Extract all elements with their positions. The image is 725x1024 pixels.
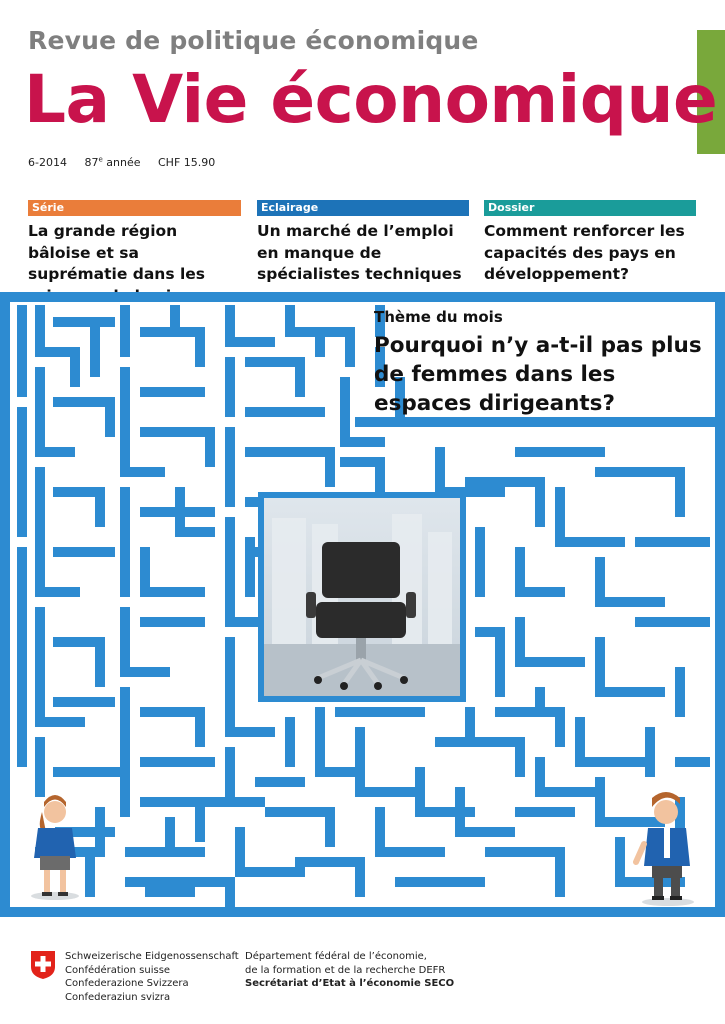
section-tag: Série [28, 200, 241, 216]
magazine-subtitle: Revue de politique économique [28, 26, 479, 55]
theme-block[interactable] [374, 308, 719, 418]
theme-label: Thème du mois [374, 308, 503, 326]
issue-number: 6-2014 [28, 155, 67, 169]
department-names: Département fédéral de l’économie, de la formation et de la recherche DEFR Secrétariat d’Etat à l’économie SECO [245, 951, 455, 989]
teaser-eclairage[interactable] [257, 200, 469, 286]
man-figure-icon [636, 792, 694, 906]
teaser-headline: Comment renforcer les capacités des pays en développement? [484, 222, 685, 283]
magazine-title: La Vie économique [24, 61, 718, 138]
swiss-cross-icon [30, 950, 56, 980]
theme-question: Pourquoi n’y a-t-il pas plus de femmes dans les espaces dirigeants? [374, 333, 702, 416]
secretariat-name: Secrétariat d’Etat à l’économie SECO [245, 978, 455, 989]
teaser-headline: La grande région bâloise et sa suprématie dans les sciences de la vie [28, 222, 206, 305]
woman-figure-icon [31, 795, 79, 900]
teaser-headline: Un marché de l’emploi en manque de spécialistes techniques [257, 222, 462, 283]
price: CHF 15.90 [158, 155, 216, 169]
federation-names: Schweizerische Eidgenossenschaft Confédération suisse Confederazione Svizzera Confederaziun svizra [65, 951, 239, 1003]
section-tag: Dossier [484, 200, 696, 216]
year-info: 87e année [84, 155, 141, 169]
issue-info [28, 155, 229, 169]
teaser-serie[interactable] [28, 200, 241, 307]
section-tag: Eclairage [257, 200, 469, 216]
footer [0, 938, 725, 1024]
teaser-dossier[interactable] [484, 200, 696, 286]
